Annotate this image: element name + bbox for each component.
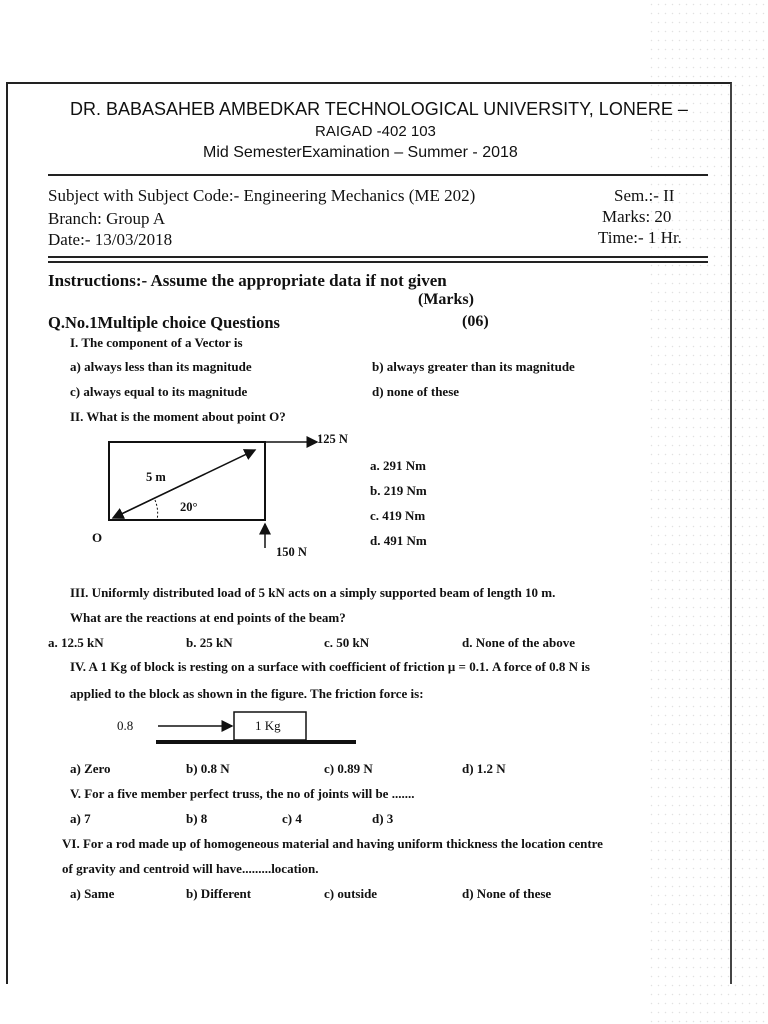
q1-v-option-a: a) 7	[70, 811, 91, 826]
block-label: 1 Kg	[255, 718, 281, 733]
force-150-label: 150 N	[276, 545, 307, 559]
angle-label: 20°	[180, 500, 198, 514]
instructions: Instructions:- Assume the appropriate data if not given	[48, 271, 447, 290]
applied-force-label: 0.8	[117, 718, 134, 733]
meta-rule-1	[48, 256, 708, 258]
q1-ii-option-d: d. 491 Nm	[370, 533, 427, 548]
q1-iii-option-d: d. None of the above	[462, 635, 576, 650]
q1-iii-stem-2: What are the reactions at end points of the beam?	[70, 610, 346, 625]
university-address: RAIGAD -402 103	[315, 123, 436, 140]
q1-iv-option-a: a) Zero	[70, 761, 111, 776]
total-marks: Marks: 20	[602, 207, 672, 226]
q1-vi-stem-2: of gravity and centroid will have.........location.	[62, 861, 319, 876]
q1-iv-option-c: c) 0.89 N	[324, 761, 373, 776]
force-125-label: 125 N	[317, 432, 348, 446]
moment-diagram	[85, 428, 355, 563]
meta-rule-2	[48, 261, 708, 263]
q1-iv-stem-1: IV. A 1 Kg of block is resting on a surface with coefficient of friction μ = 0.1. A force of 0.8 N is	[70, 659, 590, 674]
question-title: Q.No.1Multiple choice Questions	[48, 313, 280, 332]
q1-vi-option-b: b) Different	[186, 886, 252, 901]
date-line: Date:- 13/03/2018	[48, 230, 173, 249]
point-o-label: O	[92, 530, 103, 545]
exam-title: Mid SemesterExamination – Summer - 2018	[203, 144, 518, 161]
ground-surface	[156, 740, 356, 744]
q1-v-stem: V. For a five member perfect truss, the no of joints will be .......	[70, 786, 415, 801]
q1-ii-option-c: c. 419 Nm	[370, 508, 426, 523]
q1-iv-option-d: d) 1.2 N	[462, 761, 506, 776]
q1-i-option-b: b) always greater than its magnitude	[372, 359, 575, 374]
university-name: DR. BABASAHEB AMBEDKAR TECHNOLOGICAL UNIVERSITY, LONERE –	[70, 99, 688, 119]
angle-arc	[155, 500, 158, 520]
q1-iv-option-b: b) 0.8 N	[186, 761, 230, 776]
q1-v-option-b: b) 8	[186, 811, 208, 826]
q1-vi-option-d: d) None of these	[462, 886, 552, 901]
q1-ii-option-b: b. 219 Nm	[370, 483, 427, 498]
q1-i-option-c: c) always equal to its magnitude	[70, 384, 248, 399]
q1-ii-stem: II. What is the moment about point O?	[70, 409, 286, 424]
branch-line: Branch: Group A	[48, 209, 166, 228]
q1-iii-stem-1: III. Uniformly distributed load of 5 kN acts on a simply supported beam of length 10 m.	[70, 585, 556, 600]
duration: Time:- 1 Hr.	[598, 228, 682, 247]
q1-vi-option-c: c) outside	[324, 886, 378, 901]
q1-v-option-d: d) 3	[372, 811, 394, 826]
header-rule	[48, 174, 708, 176]
q1-iii-option-a: a. 12.5 kN	[48, 635, 104, 650]
q1-iii-option-b: b. 25 kN	[186, 635, 233, 650]
semester: Sem.:- II	[614, 186, 675, 205]
subject-line: Subject with Subject Code:- Engineering Mechanics (ME 202)	[48, 186, 476, 205]
q1-v-option-c: c) 4	[282, 811, 302, 826]
q1-ii-option-a: a. 291 Nm	[370, 458, 426, 473]
length-label: 5 m	[146, 470, 166, 484]
q1-i-stem: I. The component of a Vector is	[70, 335, 243, 350]
q1-i-option-d: d) none of these	[372, 384, 460, 399]
q1-vi-stem-1: VI. For a rod made up of homogeneous material and having uniform thickness the location centre	[62, 836, 603, 851]
marks-label: (Marks)	[418, 291, 474, 308]
q1-vi-option-a: a) Same	[70, 886, 115, 901]
question-marks: (06)	[462, 313, 489, 330]
q1-iv-stem-2: applied to the block as shown in the figure. The friction force is:	[70, 686, 424, 701]
q1-i-option-a: a) always less than its magnitude	[70, 359, 252, 374]
q1-iii-option-c: c. 50 kN	[324, 635, 370, 650]
